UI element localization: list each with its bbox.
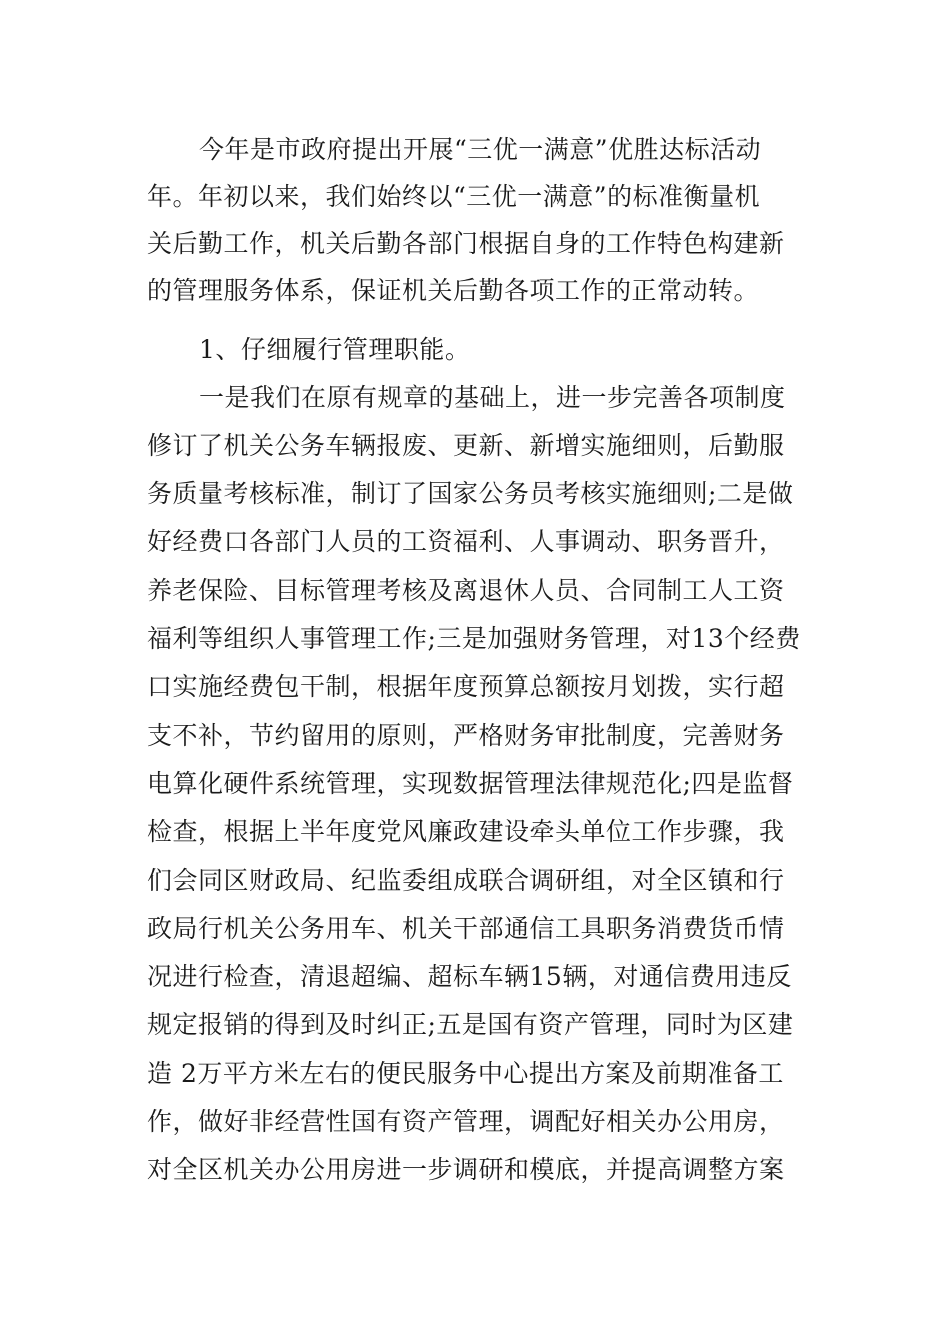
paragraph-1-line-4: 的管理服务体系，保证机关后勤各项工作的正常动转。 [147, 276, 760, 305]
paragraph-2-line-11: 们会同区财政局、纪监委组成联合调研组，对全区镇和行 [147, 866, 785, 895]
paragraph-2-line-15: 造 2万平方米左右的便民服务中心提出方案及前期准备工 [147, 1059, 784, 1088]
paragraph-2-line-16: 作，做好非经营性国有资产管理，调配好相关办公用房， [147, 1107, 785, 1136]
paragraph-2-line-8: 支不补，节约留用的原则，严格财务审批制度，完善财务 [147, 721, 785, 750]
paragraph-1-line-1: 今年是市政府提出开展“三优一满意”优胜达标活动 [199, 135, 762, 164]
section-heading: 1、仔细履行管理职能。 [199, 335, 471, 364]
paragraph-2-line-10: 检查，根据上半年度党风廉政建设牵头单位工作步骤，我 [147, 817, 785, 846]
paragraph-2-line-5: 养老保险、目标管理考核及离退休人员、合同制工人工资 [147, 576, 785, 605]
paragraph-2-line-7: 口实施经费包干制，根据年度预算总额按月划拨，实行超 [147, 672, 785, 701]
paragraph-2-line-4: 好经费口各部门人员的工资福利、人事调动、职务晋升， [147, 527, 785, 556]
paragraph-2-line-17: 对全区机关办公用房进一步调研和模底，并提高调整方案 [147, 1155, 785, 1184]
paragraph-2-line-13: 况进行检查，清退超编、超标车辆15辆，对通信费用违反 [147, 962, 792, 991]
paragraph-2-line-1: 一是我们在原有规章的基础上，进一步完善各项制度 [199, 383, 786, 412]
paragraph-2-line-3: 务质量考核标准，制订了国家公务员考核实施细则;二是做 [147, 479, 794, 508]
paragraph-2-line-9: 电算化硬件系统管理，实现数据管理法律规范化;四是监督 [147, 769, 794, 798]
paragraph-2-line-14: 规定报销的得到及时纠正;五是国有资产管理，同时为区建 [147, 1010, 794, 1039]
paragraph-2-line-12: 政局行机关公务用车、机关干部通信工具职务消费货币情 [147, 914, 785, 943]
paragraph-1-line-2: 年。年初以来，我们始终以“三优一满意”的标准衡量机 [147, 182, 761, 211]
paragraph-1-line-3: 关后勤工作，机关后勤各部门根据自身的工作特色构建新 [147, 229, 785, 258]
paragraph-2-line-2: 修订了机关公务车辆报废、更新、新增实施细则，后勤服 [147, 431, 785, 460]
paragraph-2-line-6: 福利等组织人事管理工作;三是加强财务管理，对13个经费 [147, 624, 801, 653]
